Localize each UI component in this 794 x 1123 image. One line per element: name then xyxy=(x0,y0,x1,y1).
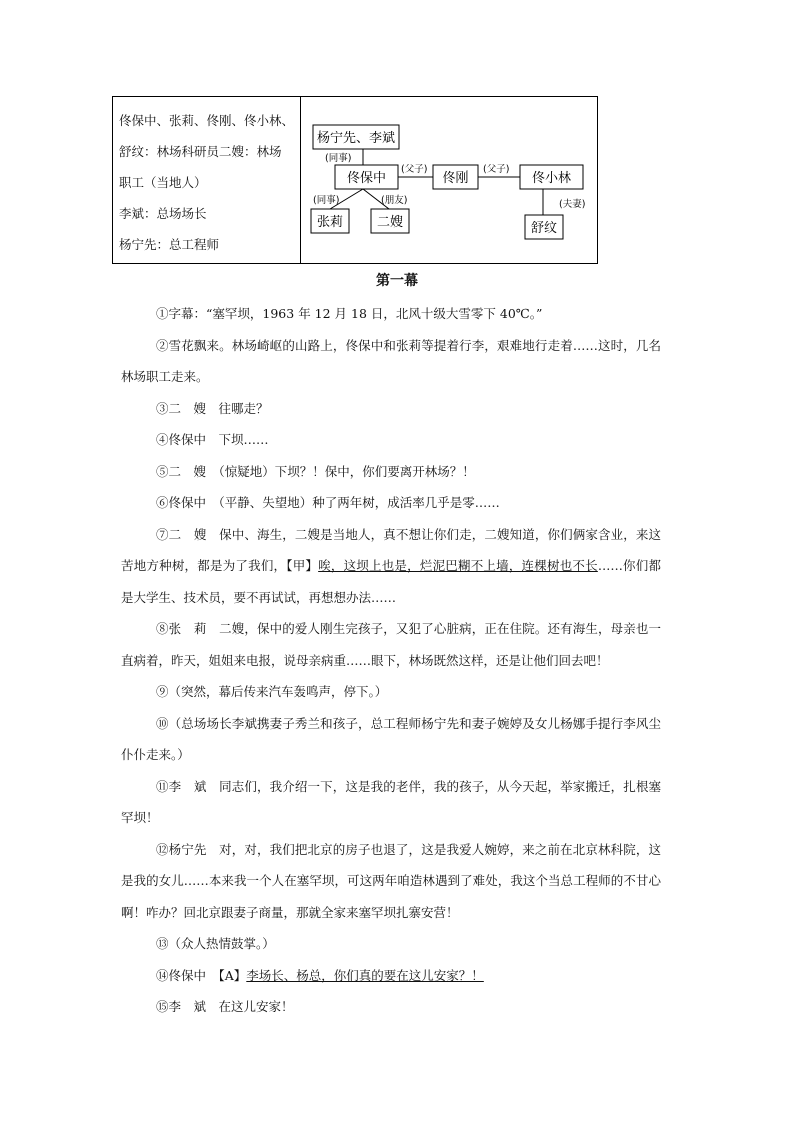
paragraph-text: （众人热情鼓掌。） xyxy=(168,936,275,951)
paragraph-text: 字幕：“塞罕坝，1963 年 12 月 18 日，北风十级大雪零下 40℃。” xyxy=(168,306,543,321)
script-paragraph xyxy=(121,393,661,425)
paragraph-text: （突然，幕后传来汽车轰鸣声，停下。） xyxy=(168,684,388,699)
character-table xyxy=(112,96,598,264)
label-friend: (朋友) xyxy=(381,195,408,206)
character-line: 舒纹：林场科研员二嫂：林场 xyxy=(119,144,282,159)
paragraph-text: 杨宁先 对，对，我们把北京的房子也退了，这是我爱人婉婷，来之前在北京林科院，这是我的女儿……本来我一个人在塞罕坝，可这两年咱造林遇到了难处，我这个当总工程师的不甘心啊！咋办？回北京跟妻子商量，那就全家来塞罕坝扎寨安营！ xyxy=(121,841,661,920)
scene-title: 第一幕 xyxy=(376,273,418,289)
paragraph-number: ⑩ xyxy=(156,715,169,731)
script-paragraph xyxy=(121,613,661,676)
script-paragraph xyxy=(121,708,661,771)
paragraph-number: ③ xyxy=(156,400,169,416)
character-line: 职工（当地人） xyxy=(119,175,207,190)
node-tong-gang: 佟刚 xyxy=(442,171,469,186)
paragraph-number: ⑦ xyxy=(156,526,169,542)
script-body xyxy=(121,298,661,1023)
paragraph-text: 张 莉 二嫂，保中的爱人刚生完孩子，又犯了心脏病，正在住院。还有海生，母亲也一直病着，昨天，姐姐来电报，说母亲病重……眼下，林场既然这样，还是让他们回去吧！ xyxy=(121,621,661,668)
paragraph-text: 二 嫂 保中、海生，二嫂是当地人，真不想让你们走，二嫂知道，你们俩家含业，来这苦地方种树，都是为了我们，【甲】 xyxy=(121,526,661,573)
paragraph-text: 雪花飘来。林场崎岖的山路上，佟保中和张莉等提着行李，艰难地行走着……这时，几名林场职工走来。 xyxy=(121,337,661,384)
paragraph-number: ⑤ xyxy=(156,463,169,479)
paragraph-text: 佟保中 【A】 xyxy=(168,967,247,983)
paragraph-number: ⑥ xyxy=(156,495,169,510)
paragraph-text: 二 嫂 （惊疑地）下坝？！保中，你们要离开林场？！ xyxy=(168,463,475,479)
underlined-sentence-jia: 唉，这坝上也是，烂泥巴糊不上墙，连棵树也不长 xyxy=(318,558,598,573)
underlined-sentence-a: 李场长、杨总，你们真的要在这儿安家？！ xyxy=(246,967,484,983)
paragraph-text: 佟保中 下坝…… xyxy=(168,432,269,447)
paragraph-text: 李 斌 在这儿安家！ xyxy=(168,999,294,1014)
paragraph-number: ⑮ xyxy=(156,999,169,1014)
script-paragraph xyxy=(121,519,661,614)
label-colleague-top: (同事) xyxy=(325,153,352,164)
relationship-diagram-svg xyxy=(301,97,597,263)
script-paragraph xyxy=(121,676,661,708)
node-tong-xiaolin: 佟小林 xyxy=(531,171,572,186)
paragraph-number: ⑭ xyxy=(156,967,169,983)
script-paragraph xyxy=(121,424,661,456)
label-father-son-2: (父子) xyxy=(483,164,510,175)
paragraph-number: ⑫ xyxy=(156,841,169,857)
relationship-diagram xyxy=(301,97,597,263)
script-paragraph xyxy=(121,298,661,330)
paragraph-text: 佟保中 （平静、失望地）种了两年树，成活率几乎是零…… xyxy=(168,495,500,510)
character-line: 李斌：总场场长 xyxy=(119,206,207,221)
paragraph-number: ④ xyxy=(156,432,169,447)
character-line: 杨宁先：总工程师 xyxy=(119,237,220,252)
label-colleague-bottom: (同事) xyxy=(313,195,340,206)
paragraph-text: 二 嫂 往哪走？ xyxy=(168,400,269,416)
label-father-son-1: (父子) xyxy=(401,164,428,175)
paragraph-number: ① xyxy=(156,306,169,321)
node-er-sao: 二嫂 xyxy=(376,215,404,230)
node-tong-baozhong: 佟保中 xyxy=(346,171,387,186)
paragraph-text: ……你们都是大学生、技术员，要不再试试，再想想办法…… xyxy=(121,558,661,605)
node-shu-wen: 舒纹 xyxy=(530,221,558,236)
script-paragraph xyxy=(121,771,661,834)
script-paragraph xyxy=(121,456,661,488)
label-spouse: (夫妻) xyxy=(559,199,586,210)
paragraph-number: ⑬ xyxy=(156,936,169,951)
paragraph-number: ⑪ xyxy=(156,778,169,794)
script-paragraph xyxy=(121,960,661,992)
paragraph-text: 李 斌 同志们，我介绍一下，这是我的老伴，我的孩子，从今天起，举家搬迁，扎根塞罕坝！ xyxy=(121,778,661,825)
script-paragraph xyxy=(121,834,661,929)
node-yang-li: 杨宁先、李斌 xyxy=(316,131,396,146)
paragraph-number: ② xyxy=(156,337,169,353)
paragraph-number: ⑧ xyxy=(156,621,169,636)
node-zhang-li: 张莉 xyxy=(316,215,344,230)
paragraph-text: （总场场长李斌携妻子秀兰和孩子，总工程师杨宁先和妻子婉婷及女儿杨娜手提行李风尘仆仆走来。） xyxy=(121,715,661,762)
script-paragraph xyxy=(121,928,661,960)
script-paragraph xyxy=(121,991,661,1023)
script-paragraph xyxy=(121,330,661,393)
paragraph-number: ⑨ xyxy=(156,684,169,699)
script-paragraph xyxy=(121,487,661,519)
character-line: 佟保中、张莉、佟刚、佟小林、 xyxy=(119,113,295,128)
character-list xyxy=(113,97,301,263)
